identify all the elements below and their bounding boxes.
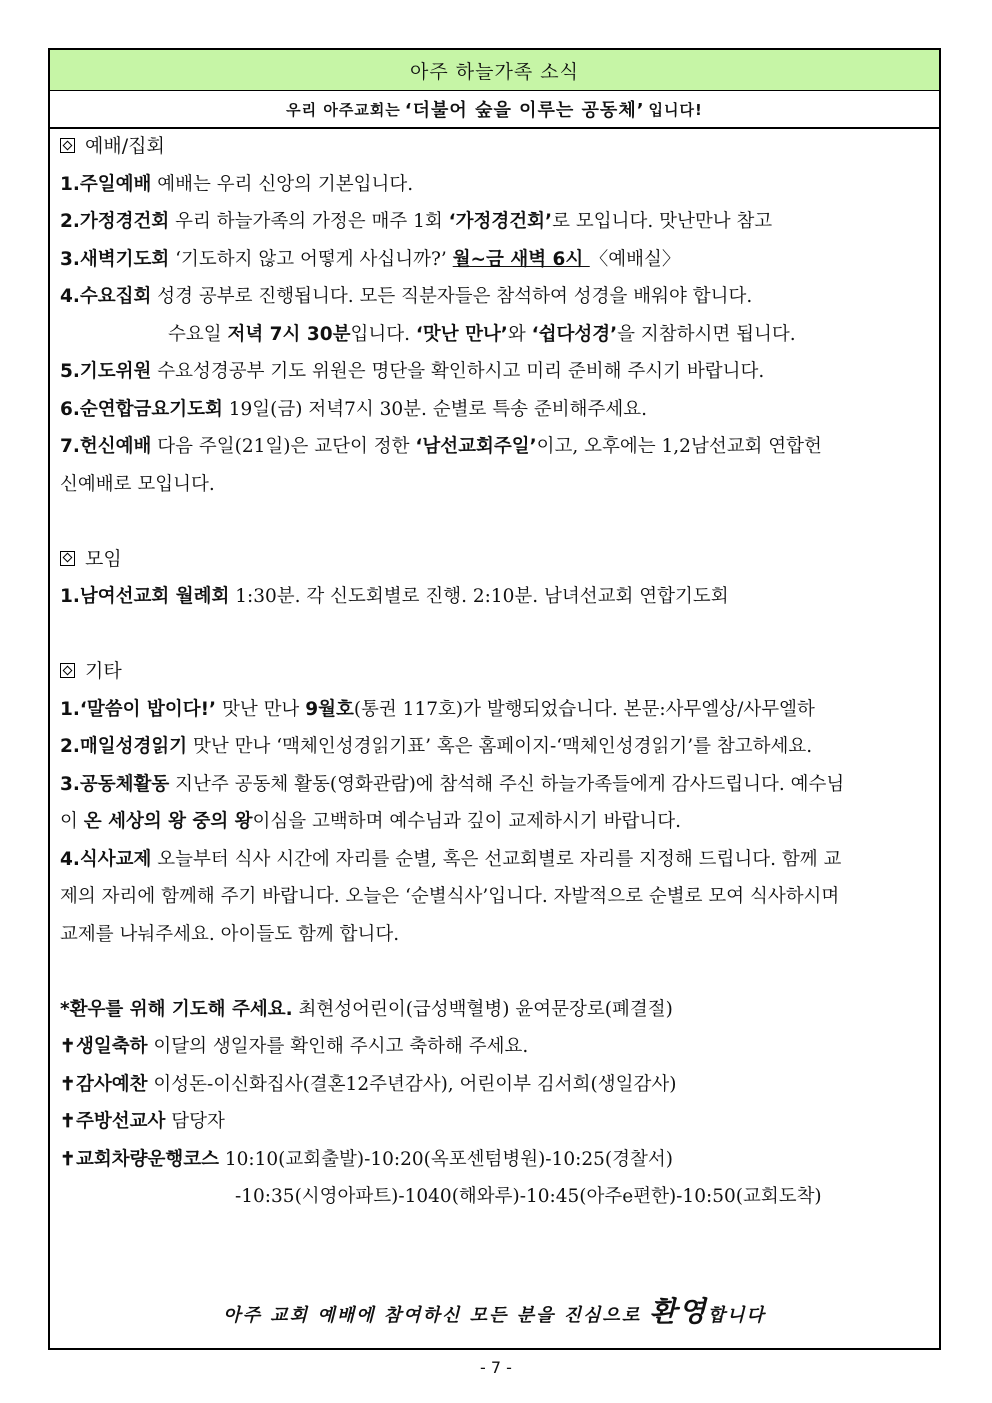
item-text: 수요일 [168,323,228,345]
subtitle-pre: 우리 아주교회는 [286,100,401,119]
item-text: 예배는 우리 신앙의 기본입니다. [151,173,414,195]
heading-text: 모임 [85,547,122,570]
note-text: 10:10(교회출발)-10:20(옥포센텀병원)-10:25(경찰서) [218,1148,673,1170]
note-text: 담당자 [165,1111,225,1132]
note-kitchen-ministry [60,1103,935,1141]
item-label: 3.공동체활동 [60,773,170,795]
section-heading-etc [60,653,935,691]
item-meal-fellowship-cont1 [60,878,935,916]
item-text: 〈예배실〉 [589,248,681,270]
note-birthday [60,1028,935,1066]
welcome-message [50,1290,939,1330]
item-text: 다음 주일(21일)은 교단이 정한 [151,436,416,457]
item-bold: ‘맛난 만나’ [415,323,508,345]
item-text: 교제를 나눠주세요. 아이들도 함께 합니다. [60,923,400,945]
item-sunday-worship [60,166,935,204]
item-community-activity-cont [60,803,935,841]
square-diamond-icon [60,663,75,678]
item-text: 을 지참하시면 됩니다. [617,323,796,345]
item-text: 수요성경공부 기도 위원은 명단을 확인하시고 미리 준비해 주시기 바랍니다. [151,361,765,382]
item-bold: ‘남선교회주일’ [415,436,537,457]
page-title-text: 아주 하늘가족 소식 [410,60,579,83]
cross-icon: ✝ [60,1036,76,1057]
item-text: 맛난 만나 ‘맥체인성경읽기표’ 혹은 홈페이지-‘맥체인성경읽기’를 참고하세요. [187,736,813,757]
item-text: 제의 자리에 함께해 주기 바랍니다. 오늘은 ‘순별식사’입니다. 자발적으로 순별로 모여 식사하시며 [60,886,840,907]
item-text: 입니다. [350,323,416,345]
item-friday-prayer [60,391,935,429]
item-text: 맛난 만나 [216,698,306,720]
square-diamond-icon [60,138,75,153]
welcome-big-text: 환영 [649,1295,708,1328]
note-vehicle-route [60,1141,935,1179]
item-community-activity [60,766,935,804]
note-text: 이달의 생일자를 확인해 주시고 축하해 주세요. [147,1036,529,1057]
item-bold: ‘가정경건회’ [448,211,553,232]
item-label: 1.남여선교회 월례회 [60,586,230,607]
item-text: 우리 하늘가족의 가정은 매주 1회 [169,211,449,232]
item-label: 3.새벽기도회 [60,248,170,270]
item-bold: 9월호 [305,698,354,720]
note-prayer-patients [60,991,935,1029]
item-label: 1.주일예배 [60,173,152,195]
item-text: 성경 공부로 진행됩니다. 모든 직분자들은 참석하여 성경을 배워야 합니다. [151,286,753,307]
item-dedication-worship [60,428,935,466]
item-dedication-worship-cont [60,466,935,504]
item-label: 4.수요집회 [60,286,152,307]
item-word-is-bread [60,691,935,729]
item-label: 2.매일성경읽기 [60,736,188,757]
item-wednesday-meeting-cont [60,316,935,354]
item-text: 이심을 고백하며 예수님과 깊이 교제하시기 바랍니다. [252,811,681,832]
item-prayer-committee [60,353,935,391]
spacer [60,953,935,991]
item-text: 오늘부터 식사 시간에 자리를 순별, 혹은 선교회별로 자리를 지정해 드립니다. 함께 교 [151,848,842,870]
item-label: 5.기도위원 [60,361,152,382]
item-text: (통권 117호)가 발행되었습니다. 본문:사무엘상/사무엘하 [353,698,815,720]
item-text: 와 [507,323,532,345]
note-vehicle-route-cont [60,1178,935,1216]
note-thanksgiving [60,1066,935,1104]
item-monthly-meeting [60,578,935,616]
note-text: -10:35(시영아파트)-1040(해와루)-10:45(아주e편한)-10:50(교회도착) [235,1186,822,1207]
item-meal-fellowship-cont2 [60,916,935,954]
item-text: 19일(금) 저녁7시 30분. 순별로 특송 준비해주세요. [222,398,648,420]
item-underline: 월~금 새벽 6시 [452,248,590,270]
welcome-text: 아주 교회 예배에 참여하신 모든 분을 진심으로 [223,1305,650,1326]
item-label: 6.순연합금요기도회 [60,398,223,420]
note-label: 생일축하 [76,1036,148,1057]
item-daily-bible-reading [60,728,935,766]
page-title [50,50,939,91]
content [60,128,935,1216]
bulletin-frame [48,48,941,1350]
note-label: *환우를 위해 기도해 주세요. [60,998,293,1020]
section-heading-worship [60,128,935,166]
note-text: 최현성어린이(급성백혈병) 윤여문장로(폐결절) [292,998,673,1020]
page-number: - 7 - [480,1358,512,1377]
note-text: 이성돈-이신화집사(결혼12주년감사), 어린이부 김서희(생일감사) [147,1073,677,1095]
item-label: 7.헌신예배 [60,436,152,457]
note-label: 감사예찬 [76,1073,148,1095]
item-bold: 온 세상의 왕 중의 왕 [83,811,253,832]
item-label: 1.‘말씀이 밥이다!’ [60,698,217,720]
item-text: 이고, 오후에는 1,2남선교회 연합헌 [536,436,822,457]
item-text: 지난주 공동체 활동(영화관람)에 참석해 주신 하늘가족들에게 감사드립니다. 예수님 [169,773,845,795]
cross-icon: ✝ [60,1073,76,1095]
spacer [60,503,935,541]
item-text: 로 모입니다. 맛난만나 참고 [552,211,773,232]
subtitle-quote: ‘더불어 숲을 이루는 공동체’ [404,100,645,121]
item-text: 1:30분. 각 신도회별로 진행. 2:10분. 남녀선교회 연합기도회 [229,586,729,607]
subtitle-post: 입니다! [648,100,703,119]
square-diamond-icon [60,551,75,566]
item-dawn-prayer [60,241,935,279]
spacer [60,616,935,654]
item-bold: ‘쉽다성경’ [531,323,618,345]
page-subtitle [50,91,939,129]
cross-icon: ✝ [60,1111,76,1132]
item-text: 신예배로 모입니다. [60,473,215,495]
note-label: 교회차량운행코스 [76,1148,219,1170]
item-meal-fellowship [60,841,935,879]
note-label: 주방선교사 [76,1111,166,1132]
cross-icon: ✝ [60,1148,76,1170]
section-heading-meeting [60,541,935,579]
welcome-text: 합니다 [707,1305,766,1326]
item-bold: 저녁 7시 30분 [227,323,351,345]
item-wednesday-meeting [60,278,935,316]
heading-text: 기타 [85,660,122,682]
heading-text: 예배/집회 [85,135,165,157]
item-label: 2.가정경건회 [60,211,170,232]
item-text: 이 [60,811,84,832]
item-family-devotion [60,203,935,241]
item-label: 4.식사교제 [60,848,152,870]
item-text: ‘기도하지 않고 어떻게 사십니까?’ [169,248,453,270]
